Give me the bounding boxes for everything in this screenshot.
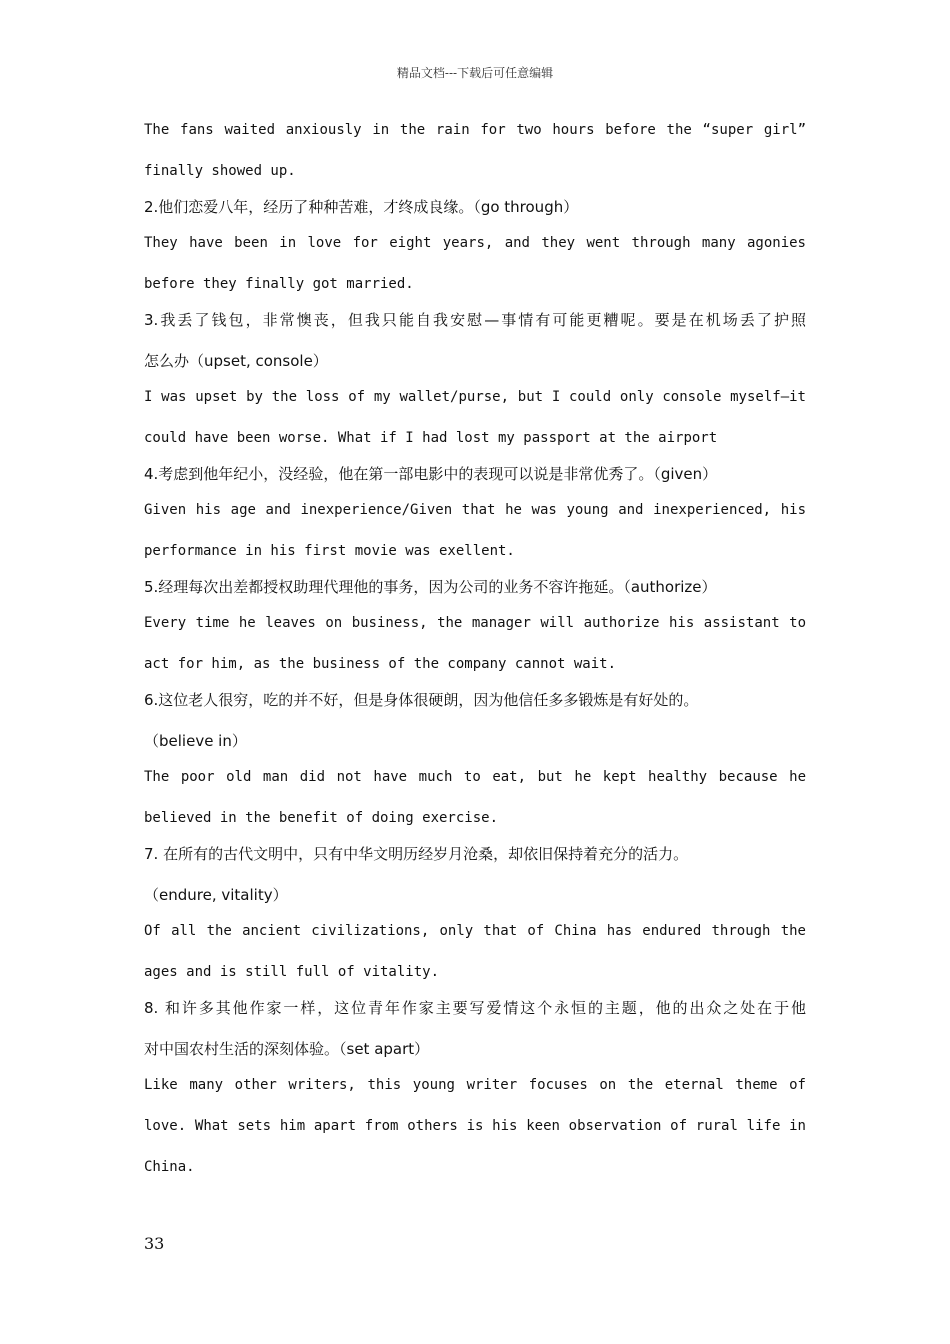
text-line: believed in the benefit of doing exercise. bbox=[144, 810, 499, 826]
text-line: act for him, as the business of the company cannot wait. bbox=[144, 656, 617, 672]
text-line: Of all the ancient civilizations, only that of China has endured through the bbox=[144, 923, 806, 939]
exercise-prompt: 5.经理每次出差都授权助理代理他的事务，因为公司的业务不容许拖延。（authorize） bbox=[144, 578, 717, 596]
exercise-prompt: （endure, vitality） bbox=[144, 886, 288, 904]
page-number: 33 bbox=[144, 1234, 165, 1253]
exercise-prompt: 3.我丢了钱包，非常懊丧，但我只能自我安慰—事情有可能更糟呢。要是在机场丢了护照 bbox=[144, 311, 806, 329]
text-line: love. What sets him apart from others is his keen observation of rural life in bbox=[144, 1118, 806, 1134]
exercise-prompt: （believe in） bbox=[144, 732, 247, 750]
exercise-prompt: 8. 和许多其他作家一样，这位青年作家主要写爱情这个永恒的主题，他的出众之处在于他 bbox=[144, 999, 806, 1017]
text-line: before they finally got married. bbox=[144, 276, 414, 292]
text-line: I was upset by the loss of my wallet/purse, but I could only console myself—it bbox=[144, 389, 806, 405]
text-line: Like many other writers, this young writer focuses on the eternal theme of bbox=[144, 1077, 806, 1093]
text-line: finally showed up. bbox=[144, 163, 296, 179]
exercise-prompt: 2.他们恋爱八年，经历了种种苦难，才终成良缘。（go through） bbox=[144, 198, 579, 216]
text-line: The poor old man did not have much to eat, but he kept healthy because he bbox=[144, 769, 806, 785]
text-line: Given his age and inexperience/Given that he was young and inexperienced, his bbox=[144, 502, 806, 518]
text-line: performance in his first movie was exellent. bbox=[144, 543, 515, 559]
text-line: could have been worse. What if I had lost my passport at the airport bbox=[144, 430, 718, 446]
text-line: ages and is still full of vitality. bbox=[144, 964, 440, 980]
text-line: China. bbox=[144, 1159, 195, 1175]
exercise-prompt: 怎么办（upset, console） bbox=[144, 352, 328, 370]
text-line: Every time he leaves on business, the manager will authorize his assistant to bbox=[144, 615, 806, 631]
text-line: The fans waited anxiously in the rain for two hours before the “super girl” bbox=[144, 122, 806, 138]
page-header: 精品文档---下载后可任意编辑 bbox=[396, 66, 554, 80]
exercise-prompt: 4.考虑到他年纪小，没经验，他在第一部电影中的表现可以说是非常优秀了。（given） bbox=[144, 465, 718, 483]
exercise-prompt: 6.这位老人很穷，吃的并不好，但是身体很硬朗，因为他信任多多锻炼是有好处的。 bbox=[144, 691, 699, 709]
document-body bbox=[144, 120, 806, 1177]
text-line: They have been in love for eight years, and they went through many agonies bbox=[144, 235, 806, 251]
exercise-prompt: 7. 在所有的古代文明中，只有中华文明历经岁月沧桑，却依旧保持着充分的活力。 bbox=[144, 845, 689, 863]
exercise-prompt: 对中国农村生活的深刻体验。（set apart） bbox=[144, 1040, 430, 1058]
